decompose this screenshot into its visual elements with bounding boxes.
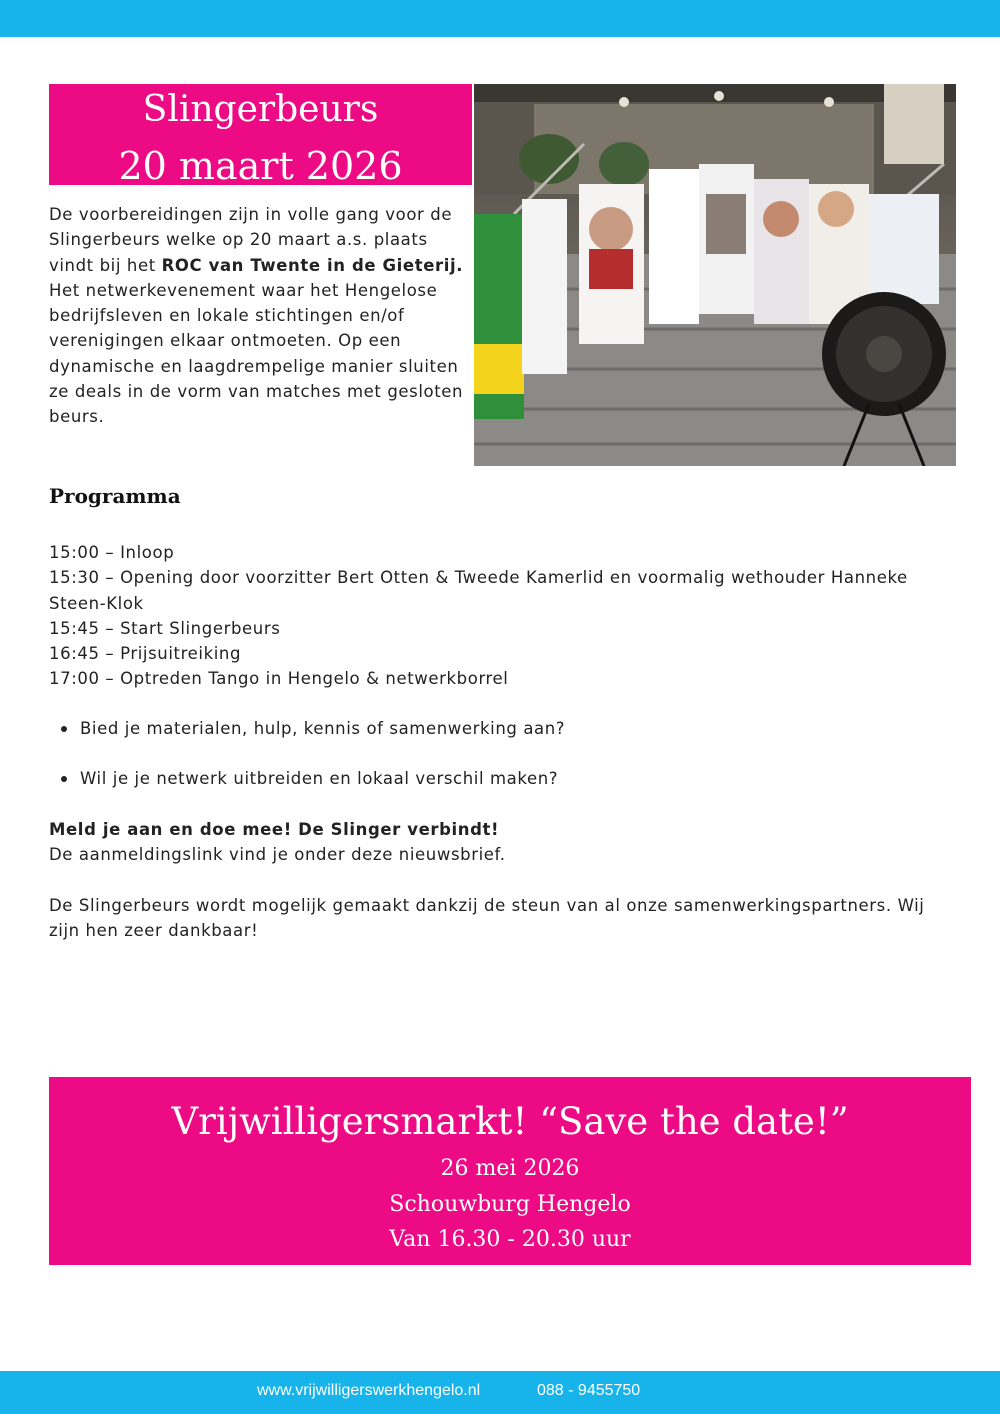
schedule-item: 15:30 – Opening door voorzitter Bert Otten & Tweede Kamerlid en voormalig wethouder Hanneke Steen-Klok bbox=[49, 568, 908, 613]
schedule-item: 15:45 – Start Slingerbeurs bbox=[49, 618, 281, 638]
website-link[interactable]: www.vrijwilligerswerkhengelo.nl bbox=[257, 1382, 481, 1399]
phone-number: 088 - 9455750 bbox=[537, 1382, 641, 1399]
thanks-paragraph: De Slingerbeurs wordt mogelijk gemaakt dankzij de steun van al onze samenwerkingspartners. Wij zijn hen zeer dankbaar! bbox=[49, 896, 925, 941]
top-bar bbox=[0, 0, 1000, 37]
event-photo bbox=[474, 84, 956, 466]
intro-venue-bold: ROC van Twente in de Gieterij. bbox=[161, 255, 464, 275]
schedule-list bbox=[49, 540, 939, 692]
page-title: Slingerbeurs bbox=[142, 89, 379, 130]
intro-text-2: Het netwerkevenement waar het Hengelose bedrijfsleven en lokale stichtingen en/of verenigingen elkaar ontmoeten. Op een dynamische en laagdrempelige manier sluiten ze deals in de vorm van matches met gesloten beurs. bbox=[49, 280, 464, 427]
title-block bbox=[49, 84, 472, 188]
bullet-item: Bied je materialen, hulp, kennis of samenwerking aan? bbox=[49, 716, 939, 741]
programma-heading: Programma bbox=[49, 484, 181, 508]
event-time: Van 16.30 - 20.30 uur bbox=[389, 1227, 631, 1252]
cta-heading: Meld je aan en doe mee! De Slinger verbindt! bbox=[49, 820, 500, 839]
intro-paragraph bbox=[49, 202, 469, 430]
bullet-item: Wil je je netwerk uitbreiden en lokaal verschil maken? bbox=[49, 766, 939, 791]
footer-bar bbox=[0, 1371, 1000, 1414]
intro-text-1: De voorbereidingen zijn in volle gang voor de Slingerbeurs welke op 20 maart a.s. plaats vindt bij het bbox=[49, 205, 453, 275]
event-title: Vrijwilligersmarkt! “Save the date!” bbox=[171, 1100, 849, 1143]
bullet-list bbox=[49, 716, 939, 791]
event-venue: Schouwburg Hengelo bbox=[389, 1192, 631, 1217]
schedule-item: 16:45 – Prijsuitreiking bbox=[49, 644, 242, 664]
schedule-item: 17:00 – Optreden Tango in Hengelo & netwerkborrel bbox=[49, 669, 509, 689]
event-date: 26 mei 2026 bbox=[440, 1156, 580, 1181]
banner-wie-wil-jij-worden bbox=[754, 179, 809, 324]
banner-rabobank bbox=[522, 199, 567, 374]
schedule-item: 15:00 – Inloop bbox=[49, 543, 175, 562]
banner-fuldauer-fonds bbox=[649, 169, 699, 324]
save-the-date-box bbox=[49, 1077, 971, 1265]
call-to-action bbox=[49, 817, 939, 868]
event-date-title: 20 maart 2026 bbox=[118, 144, 403, 188]
cta-text: De aanmeldingslink vind je onder deze nieuwsbrief. bbox=[49, 845, 506, 865]
photo-illustration bbox=[474, 84, 956, 466]
banner-gemeente-hengelo bbox=[869, 194, 939, 304]
